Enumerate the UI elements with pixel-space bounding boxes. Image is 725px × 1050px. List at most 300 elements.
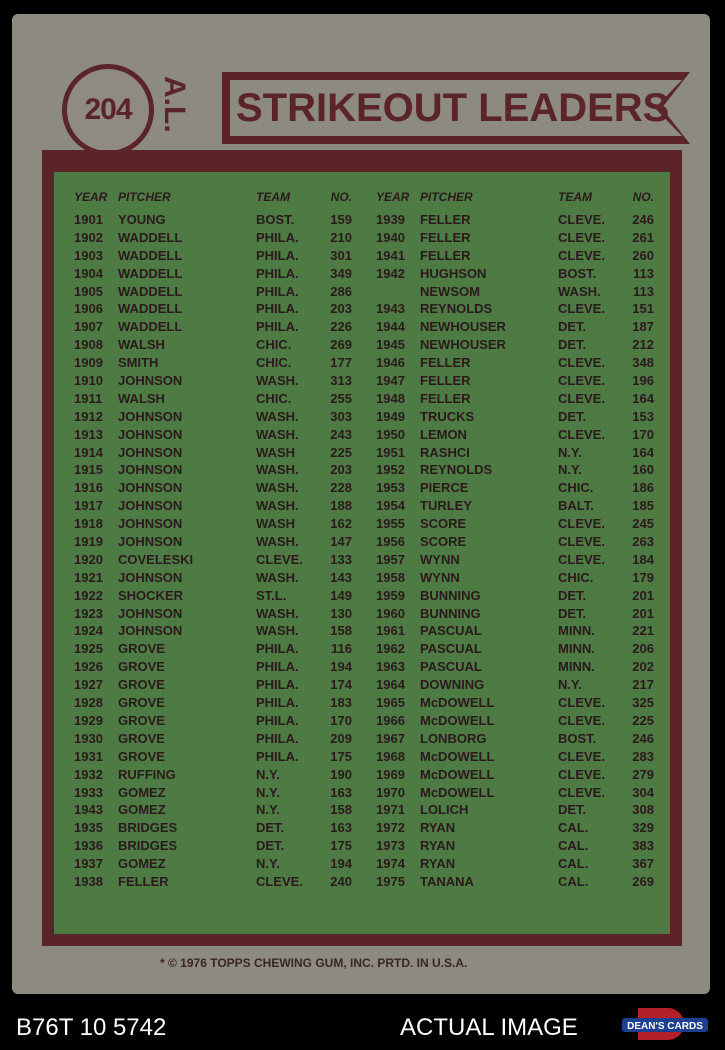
- strikeouts-cell: 163: [330, 784, 352, 800]
- table-row: [74, 445, 352, 463]
- table-row: [74, 498, 352, 516]
- strikeouts-cell: 313: [330, 373, 352, 389]
- strikeouts-cell: 170: [632, 426, 654, 442]
- pitcher-cell: WADDELL: [118, 229, 183, 245]
- league-label: [158, 76, 191, 138]
- header-team: TEAM: [558, 190, 592, 204]
- pitcher-cell: LONBORG: [420, 730, 487, 746]
- team-cell: PHILA.: [256, 319, 299, 335]
- pitcher-cell: RYAN: [420, 838, 456, 854]
- team-cell: CHIC.: [558, 569, 594, 585]
- year-cell: 1954: [376, 498, 405, 514]
- team-cell: PHILA.: [256, 677, 299, 693]
- table-row: [74, 355, 352, 373]
- team-cell: MINN.: [558, 659, 595, 675]
- pitcher-cell: WYNN: [420, 551, 460, 567]
- year-cell: 1971: [376, 802, 405, 818]
- year-cell: 1928: [74, 695, 103, 711]
- year-cell: 1924: [74, 623, 103, 639]
- team-cell: DET.: [558, 605, 587, 621]
- year-cell: 1919: [74, 534, 103, 550]
- team-cell: CLEVE.: [558, 390, 605, 406]
- strikeouts-cell: 179: [632, 569, 654, 585]
- strikeouts-cell: 201: [632, 587, 654, 603]
- year-cell: 1952: [376, 462, 405, 478]
- team-cell: DET.: [256, 838, 285, 854]
- table-row: [74, 319, 352, 337]
- strikeouts-cell: 240: [330, 873, 352, 889]
- strikeouts-cell: 304: [632, 784, 654, 800]
- strikeouts-cell: 203: [330, 462, 352, 478]
- team-cell: MINN.: [558, 623, 595, 639]
- pitcher-cell: RASHCI: [420, 444, 470, 460]
- strikeouts-cell: 260: [632, 247, 654, 263]
- year-cell: 1918: [74, 516, 103, 532]
- table-row: [376, 713, 654, 731]
- pitcher-cell: SCORE: [420, 534, 467, 550]
- team-cell: CLEVE.: [256, 873, 303, 889]
- strikeouts-cell: 206: [632, 641, 654, 657]
- pitcher-cell: JOHNSON: [118, 462, 183, 478]
- team-cell: DET.: [558, 802, 587, 818]
- team-cell: CLEVE.: [558, 784, 605, 800]
- year-cell: 1908: [74, 337, 103, 353]
- table-row: [376, 337, 654, 355]
- team-cell: PHILA.: [256, 641, 299, 657]
- pitcher-cell: McDOWELL: [420, 784, 495, 800]
- table-header: [74, 190, 352, 212]
- team-cell: CAL.: [558, 838, 589, 854]
- team-cell: CAL.: [558, 856, 589, 872]
- team-cell: DET.: [558, 587, 587, 603]
- table-row: [74, 874, 352, 892]
- pitcher-cell: FELLER: [420, 212, 471, 227]
- table-row: [376, 856, 654, 874]
- pitcher-cell: WALSH: [118, 337, 165, 353]
- strikeouts-cell: 147: [330, 534, 352, 550]
- table-row: [74, 820, 352, 838]
- strikeouts-cell: 143: [330, 569, 352, 585]
- pitcher-cell: NEWHOUSER: [420, 337, 506, 353]
- baseball-icon: [62, 64, 154, 156]
- year-cell: 1965: [376, 695, 405, 711]
- strikeouts-cell: 158: [330, 623, 352, 639]
- team-cell: WASH.: [256, 569, 299, 585]
- team-cell: CLEVE.: [558, 695, 605, 711]
- pitcher-cell: JOHNSON: [118, 498, 183, 514]
- header-year: YEAR: [376, 190, 410, 204]
- strikeouts-cell: 158: [330, 802, 352, 818]
- pitcher-cell: GOMEZ: [118, 802, 166, 818]
- year-cell: 1907: [74, 319, 103, 335]
- year-cell: 1942: [376, 265, 405, 281]
- strikeouts-cell: 151: [632, 301, 654, 317]
- year-cell: 1926: [74, 659, 103, 675]
- table-row: [376, 355, 654, 373]
- table-row: [74, 641, 352, 659]
- team-cell: CLEVE.: [558, 712, 605, 728]
- table-row: [74, 570, 352, 588]
- table-row: [376, 248, 654, 266]
- strikeouts-cell: 301: [330, 247, 352, 263]
- strikeouts-cell: 133: [330, 551, 352, 567]
- table-row: [74, 212, 352, 230]
- year-cell: 1947: [376, 373, 405, 389]
- table-row: [376, 677, 654, 695]
- year-cell: 1937: [74, 856, 103, 872]
- year-cell: 1903: [74, 247, 103, 263]
- team-cell: WASH.: [256, 373, 299, 389]
- pitcher-cell: GROVE: [118, 677, 165, 693]
- table-row: [376, 695, 654, 713]
- strikeouts-cell: 286: [330, 283, 352, 299]
- table-row: [74, 838, 352, 856]
- table-row: [376, 623, 654, 641]
- left-table: [74, 190, 352, 892]
- team-cell: WASH.: [256, 426, 299, 442]
- strikeouts-cell: 325: [632, 695, 654, 711]
- strikeouts-cell: 348: [632, 355, 654, 371]
- strikeouts-cell: 162: [330, 516, 352, 532]
- year-cell: 1946: [376, 355, 405, 371]
- pitcher-cell: WADDELL: [118, 265, 183, 281]
- table-row: [376, 266, 654, 284]
- team-cell: PHILA.: [256, 730, 299, 746]
- pitcher-cell: GOMEZ: [118, 784, 166, 800]
- year-cell: 1905: [74, 283, 103, 299]
- strikeouts-cell: 225: [330, 444, 352, 460]
- table-row: [376, 588, 654, 606]
- strikeouts-cell: 210: [330, 229, 352, 245]
- year-cell: 1929: [74, 712, 103, 728]
- strikeouts-cell: 113: [633, 283, 654, 299]
- strikeouts-cell: 174: [330, 677, 352, 693]
- team-cell: WASH.: [256, 623, 299, 639]
- table-row: [376, 462, 654, 480]
- table-row: [376, 319, 654, 337]
- strikeouts-cell: 201: [632, 605, 654, 621]
- table-row: [376, 874, 654, 892]
- header-pitcher: PITCHER: [420, 190, 473, 204]
- table-row: [376, 767, 654, 785]
- team-cell: N.Y.: [256, 784, 280, 800]
- team-cell: ST.L.: [256, 587, 287, 603]
- strikeouts-cell: 263: [632, 534, 654, 550]
- team-cell: BOST.: [558, 730, 597, 746]
- year-cell: 1906: [74, 301, 103, 317]
- table-row: [376, 301, 654, 319]
- year-cell: 1956: [376, 534, 405, 550]
- pitcher-cell: JOHNSON: [118, 534, 183, 550]
- strikeouts-cell: 175: [330, 748, 352, 764]
- team-cell: WASH.: [256, 408, 299, 424]
- year-cell: 1950: [376, 426, 405, 442]
- team-cell: DET.: [558, 408, 587, 424]
- strikeouts-cell: 228: [330, 480, 352, 496]
- team-cell: CAL.: [558, 873, 589, 889]
- table-row: [376, 427, 654, 445]
- pitcher-cell: PIERCE: [420, 480, 469, 496]
- team-cell: CHIC.: [256, 355, 292, 371]
- strikeouts-cell: 187: [632, 319, 654, 335]
- pitcher-cell: GROVE: [118, 641, 165, 657]
- header-pitcher: PITCHER: [118, 190, 171, 204]
- team-cell: CLEVE.: [558, 551, 605, 567]
- pitcher-cell: JOHNSON: [118, 426, 183, 442]
- table-row: [74, 427, 352, 445]
- pitcher-cell: YOUNG: [118, 212, 166, 227]
- team-cell: CLEVE.: [558, 534, 605, 550]
- pitcher-cell: JOHNSON: [118, 408, 183, 424]
- team-cell: CLEVE.: [558, 516, 605, 532]
- header-no: NO.: [632, 190, 654, 204]
- strikeouts-cell: 269: [632, 873, 654, 889]
- year-cell: 1948: [376, 390, 405, 406]
- pitcher-cell: FELLER: [420, 229, 471, 245]
- header-year: YEAR: [74, 190, 108, 204]
- deans-cards-logo: [618, 1006, 712, 1042]
- pitcher-cell: REYNOLDS: [420, 301, 493, 317]
- year-cell: 1972: [376, 820, 405, 836]
- table-row: [74, 749, 352, 767]
- team-cell: N.Y.: [256, 802, 280, 818]
- strikeouts-cell: 159: [330, 212, 352, 227]
- strikeouts-cell: 212: [632, 337, 654, 353]
- year-cell: 1953: [376, 480, 405, 496]
- table-row: [74, 337, 352, 355]
- right-table: [376, 190, 654, 892]
- strikeouts-cell: 196: [632, 373, 654, 389]
- strikeouts-cell: 255: [330, 390, 352, 406]
- team-cell: CHIC.: [256, 337, 292, 353]
- team-cell: MINN.: [558, 641, 595, 657]
- league-text: A.L.: [158, 76, 191, 133]
- strikeouts-cell: 164: [632, 444, 654, 460]
- strikeouts-cell: 113: [633, 265, 654, 281]
- table-row: [376, 284, 654, 302]
- table-row: [376, 785, 654, 803]
- team-cell: CLEVE.: [558, 766, 605, 782]
- catalog-id: B76T 10 5742: [16, 1014, 167, 1041]
- actual-image-label: ACTUAL IMAGE: [400, 1014, 578, 1041]
- year-cell: 1944: [376, 319, 405, 335]
- team-cell: DET.: [558, 337, 587, 353]
- pitcher-cell: JOHNSON: [118, 623, 183, 639]
- table-row: [74, 534, 352, 552]
- year-cell: 1904: [74, 265, 103, 281]
- year-cell: 1936: [74, 838, 103, 854]
- team-cell: DET.: [558, 319, 587, 335]
- strikeouts-cell: 188: [330, 498, 352, 514]
- year-cell: 1959: [376, 587, 405, 603]
- header-team: TEAM: [256, 190, 290, 204]
- pitcher-cell: WADDELL: [118, 247, 183, 263]
- table-row: [74, 695, 352, 713]
- pitcher-cell: FELLER: [420, 373, 471, 389]
- pitcher-cell: DOWNING: [420, 677, 485, 693]
- table-header: [376, 190, 654, 212]
- pitcher-cell: BUNNING: [420, 587, 481, 603]
- strikeouts-cell: 269: [330, 337, 352, 353]
- pitcher-cell: McDOWELL: [420, 766, 495, 782]
- year-cell: 1970: [376, 784, 405, 800]
- strikeouts-cell: 221: [632, 623, 654, 639]
- year-cell: 1925: [74, 641, 103, 657]
- table-row: [376, 373, 654, 391]
- table-row: [74, 248, 352, 266]
- pitcher-cell: GROVE: [118, 748, 165, 764]
- year-cell: 1969: [376, 766, 405, 782]
- pitcher-cell: FELLER: [420, 247, 471, 263]
- year-cell: 1922: [74, 587, 103, 603]
- team-cell: CLEVE.: [558, 301, 605, 317]
- table-row: [74, 856, 352, 874]
- team-cell: PHILA.: [256, 695, 299, 711]
- strikeouts-cell: 153: [632, 408, 654, 424]
- year-cell: 1917: [74, 498, 103, 514]
- strikeouts-cell: 367: [632, 856, 654, 872]
- pitcher-cell: RUFFING: [118, 766, 176, 782]
- pitcher-cell: GROVE: [118, 659, 165, 675]
- pitcher-cell: NEWSOM: [420, 283, 480, 299]
- team-cell: WASH.: [256, 605, 299, 621]
- pitcher-cell: REYNOLDS: [420, 462, 493, 478]
- team-cell: PHILA.: [256, 229, 299, 245]
- table-row: [376, 749, 654, 767]
- team-cell: BOST.: [256, 212, 295, 227]
- table-row: [74, 588, 352, 606]
- year-cell: 1967: [376, 730, 405, 746]
- table-row: [376, 552, 654, 570]
- year-cell: 1955: [376, 516, 405, 532]
- team-cell: BALT.: [558, 498, 594, 514]
- table-row: [74, 659, 352, 677]
- table-row: [376, 802, 654, 820]
- strikeouts-cell: 217: [632, 677, 654, 693]
- pitcher-cell: TANANA: [420, 873, 474, 889]
- table-row: [376, 606, 654, 624]
- table-row: [74, 391, 352, 409]
- table-row: [376, 516, 654, 534]
- team-cell: CLEVE.: [558, 355, 605, 371]
- table-row: [376, 659, 654, 677]
- pitcher-cell: GOMEZ: [118, 856, 166, 872]
- year-cell: 1975: [376, 873, 405, 889]
- strikeouts-cell: 245: [632, 516, 654, 532]
- table-row: [376, 641, 654, 659]
- pitcher-cell: JOHNSON: [118, 516, 183, 532]
- team-cell: N.Y.: [256, 766, 280, 782]
- pitcher-cell: NEWHOUSER: [420, 319, 506, 335]
- table-row: [74, 767, 352, 785]
- table-row: [74, 552, 352, 570]
- pitcher-cell: RYAN: [420, 856, 456, 872]
- team-cell: PHILA.: [256, 659, 299, 675]
- team-cell: PHILA.: [256, 247, 299, 263]
- table-row: [74, 284, 352, 302]
- team-cell: WASH: [256, 516, 295, 532]
- table-row: [74, 623, 352, 641]
- year-cell: 1916: [74, 480, 103, 496]
- team-cell: CLEVE.: [558, 373, 605, 389]
- year-cell: 1963: [376, 659, 405, 675]
- strikeouts-cell: 170: [330, 712, 352, 728]
- team-cell: PHILA.: [256, 283, 299, 299]
- table-row: [376, 731, 654, 749]
- pitcher-cell: FELLER: [420, 355, 471, 371]
- card-title: STRIKEOUT LEADERS: [236, 86, 670, 130]
- team-cell: CLEVE.: [558, 748, 605, 764]
- strikeouts-cell: 183: [330, 695, 352, 711]
- strikeouts-cell: 246: [632, 212, 654, 227]
- table-row: [74, 266, 352, 284]
- year-cell: 1921: [74, 569, 103, 585]
- strikeouts-cell: 202: [632, 659, 654, 675]
- strikeouts-cell: 190: [330, 766, 352, 782]
- year-cell: 1901: [74, 212, 103, 227]
- strikeouts-cell: 303: [330, 408, 352, 424]
- year-cell: 1915: [74, 462, 103, 478]
- year-cell: 1964: [376, 677, 405, 693]
- pitcher-cell: PASCUAL: [420, 623, 482, 639]
- year-cell: 1930: [74, 730, 103, 746]
- year-cell: 1913: [74, 426, 103, 442]
- table-row: [74, 409, 352, 427]
- team-cell: CHIC.: [558, 480, 594, 496]
- pitcher-cell: JOHNSON: [118, 569, 183, 585]
- team-cell: WASH.: [256, 498, 299, 514]
- strikeouts-cell: 279: [632, 766, 654, 782]
- pitcher-cell: HUGHSON: [420, 265, 487, 281]
- year-cell: 1920: [74, 551, 103, 567]
- year-cell: 1943: [376, 301, 405, 317]
- team-cell: N.Y.: [558, 444, 582, 460]
- team-cell: WASH.: [256, 534, 299, 550]
- pitcher-cell: BUNNING: [420, 605, 481, 621]
- year-cell: 1941: [376, 247, 405, 263]
- strikeouts-cell: 226: [330, 319, 352, 335]
- team-cell: WASH.: [256, 462, 299, 478]
- team-cell: CLEVE.: [256, 551, 303, 567]
- year-cell: 1945: [376, 337, 405, 353]
- year-cell: 1939: [376, 212, 405, 227]
- year-cell: 1909: [74, 355, 103, 371]
- pitcher-cell: SCORE: [420, 516, 467, 532]
- strikeouts-cell: 149: [330, 587, 352, 603]
- pitcher-cell: WADDELL: [118, 301, 183, 317]
- strikeouts-cell: 194: [330, 856, 352, 872]
- team-cell: N.Y.: [558, 462, 582, 478]
- strikeouts-cell: 261: [632, 229, 654, 245]
- team-cell: N.Y.: [558, 677, 582, 693]
- team-cell: PHILA.: [256, 265, 299, 281]
- team-cell: WASH.: [558, 283, 601, 299]
- strikeouts-cell: 175: [330, 838, 352, 854]
- pitcher-cell: RYAN: [420, 820, 456, 836]
- year-cell: 1931: [74, 748, 103, 764]
- table-row: [74, 606, 352, 624]
- strikeouts-cell: 184: [632, 551, 654, 567]
- team-cell: DET.: [256, 820, 285, 836]
- strikeouts-cell: 116: [331, 641, 352, 657]
- year-cell: 1910: [74, 373, 103, 389]
- strikeouts-cell: 383: [632, 838, 654, 854]
- year-cell: 1962: [376, 641, 405, 657]
- pitcher-cell: SMITH: [118, 355, 159, 371]
- pitcher-cell: GROVE: [118, 712, 165, 728]
- table-row: [376, 838, 654, 856]
- header-no: NO.: [330, 190, 352, 204]
